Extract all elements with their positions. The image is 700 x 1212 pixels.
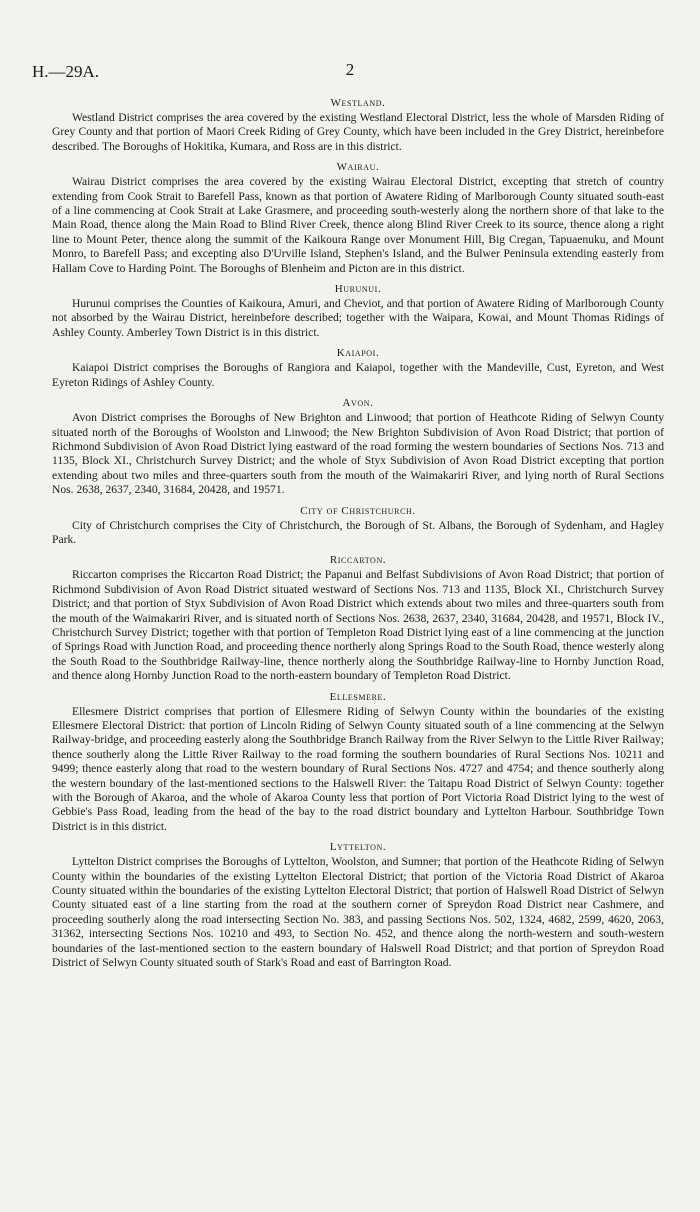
section-avon (52, 396, 664, 497)
section-heading: Lyttelton. (329, 841, 387, 854)
section-paragraph: Ellesmere District comprises that portion of Ellesmere Riding of Selwyn County within the boundaries of the existing Ellesmere Electoral District: that portion of Lincoln Riding of Selwyn County situated south of a line commencing at the Selwyn Railway-bridge, and proceeding easterly along the Southbridge Branch Railway from the River Selwyn to the Little River Railway; thence southerly along the Little River Railway to the road forming the southern boundaries of Rural Sections Nos. 10211 and 9499; thence easterly along that road to the western boundary of Rural Sections Nos. 4727 and 4754; and thence southerly along the western boundary of the last-mentioned sections to the Halswell River: the Taitapu Road District of Selwyn County: together with the Borough of Akaroa, and the whole of Akaroa County less that portion of Port Victoria Road District lying to the west of Gebbie's Pass Road, leading from the head of the bay to the road district boundary and Lyttelton Harbour. Southbridge Town District is in this district. (52, 704, 664, 833)
section-heading: Riccarton. (329, 554, 387, 567)
page-header (32, 62, 668, 86)
section-paragraph: Westland District comprises the area covered by the existing Westland Electoral District, less the whole of Marsden Riding of Grey County and that portion of Maori Creek Riding of Grey County, which have been included in the Grey District, hereinbefore described. The Boroughs of Hokitika, Kumara, and Ross are in this district. (52, 111, 664, 153)
section-heading: Wairau. (336, 161, 380, 174)
section-hurunui (52, 282, 664, 340)
document-body (52, 96, 664, 977)
section-heading: Hurunui. (334, 283, 382, 296)
section-heading: Ellesmere. (329, 690, 387, 703)
section-paragraph: Wairau District comprises the area covered by the existing Wairau Electoral District, excepting that stretch of country extending from Cook Strait to Barefell Pass, known as that portion of Awatere Riding of Marlborough County situated south-east of a line commencing at Cook Strait at Lake Grasmere, and proceeding south-westerly along the northern shore of that lake to the Main Road, thence along the Main Road to Blind River Creek, thence along Blind River Creek to its source, thence along a right line to Mount Peter, thence along the summit of the Kaikoura Range over Monument Hill, Big Cregan, Tapuaenuku, and Mount Monro, to Barefell Pass; and excepting also D'Urville Island, Stephen's Island, and the Bulwer Peninsula extending easterly from Hallam Cove to Harding Point. The Boroughs of Blenheim and Picton are in this district. (52, 175, 664, 275)
section-paragraph: Hurunui comprises the Counties of Kaikoura, Amuri, and Cheviot, and that portion of Awatere Riding of Marlborough County not absorbed by the Wairau District, hereinbefore described; together with the Waipara, Kowai, and Mount Thomas Ridings of Ashley County. Amberley Town District is in this district. (52, 297, 664, 339)
section-paragraph: City of Christchurch comprises the City of Christchurch, the Borough of St. Albans, the Borough of Sydenham, and Hagley Park. (52, 518, 664, 546)
section-westland (52, 96, 664, 154)
section-heading: Avon. (342, 397, 374, 410)
section-paragraph: Lyttelton District comprises the Boroughs of Lyttelton, Woolston, and Sumner; that portion of the Heathcote Riding of Selwyn County within the boundaries of the existing Lyttelton Electoral District; that portion of the Victoria Road District of Akaroa County situated within the boundaries of the existing Lyttelton Electoral District; that portion of Halswell Road District of Selwyn County situated east of a line starting from the road at the southern corner of Spreydon Road District near Cashmere, and proceeding southerly along the road intersecting Section No. 383, and passing Sections Nos. 502, 1324, 4682, 2599, 4620, 2063, 31362, intersecting Sections Nos. 10210 and 493, to Section No. 452, and thence along the north-western and south-western boundaries of the last-mentioned section to the eastern boundary of Halswell Road District; and that portion of Spreydon Road District of Selwyn County situated south of Stark's Road and east of Barrington Road. (52, 855, 664, 970)
section-heading: Kaiapoi. (336, 347, 380, 360)
section-ellesmere (52, 690, 664, 835)
section-riccarton (52, 553, 664, 683)
section-paragraph: Avon District comprises the Boroughs of New Brighton and Linwood; that portion of Heathcote Riding of Selwyn County situated north of the Boroughs of Woolston and Linwood; the New Brighton Subdivision of Avon Road District; that portion of Richmond Subdivision of Avon Road District lying eastward of the road forming the western boundaries of Sections Nos. 713 and 1135, Block XI., Christchurch Survey District; and the whole of Styx Subdivision of Avon Road District excepting that portion extending about two miles and three-quarters south from the mouth of the Waimakariri River, and lying north of Rural Sections Nos. 2638, 2637, 2340, 31684, 20428, and 19571. (52, 411, 664, 497)
section-city-of-christchurch (52, 504, 664, 548)
section-lyttelton (52, 840, 664, 970)
section-paragraph: Kaiapoi District comprises the Boroughs of Rangiora and Kaiapoi, together with the Mandeville, Cust, Eyreton, and West Eyreton Ridings of Ashley County. (52, 361, 664, 389)
document-reference: H.—29A. (32, 62, 100, 81)
section-kaiapoi (52, 346, 664, 390)
section-heading: Westland. (330, 97, 386, 109)
section-wairau (52, 160, 664, 276)
page-number: 2 (345, 60, 355, 79)
section-heading: City of Christchurch. (300, 504, 416, 517)
section-paragraph: Riccarton comprises the Riccarton Road District; the Papanui and Belfast Subdivisions of Avon Road District; that portion of Richmond Subdivision of Avon Road District situated westward of Sections Nos. 713 and 1135, Block XI., Christchurch Survey District; and that portion of Styx Subdivision of Avon Road District which extends about two miles and three-quarters south from the mouth of the Waimakariri River, and is situated north of Sections Nos. 2638, 2637, 2340, 31684, 20428, and 19571, Block IV., Christchurch Survey District; together with that portion of Templeton Road District lying east of a line commencing at the junction of Springs Road with Junction Road, and proceeding thence northerly along Springs Road to the South Road, thence westerly along the South Road to the Southbridge Railway-line, thence northerly along the Southbridge Railway-line to Hornby Junction Road, and thence along Hornby Junction Road to the north-eastern boundary of Templeton Road District. (52, 568, 664, 683)
